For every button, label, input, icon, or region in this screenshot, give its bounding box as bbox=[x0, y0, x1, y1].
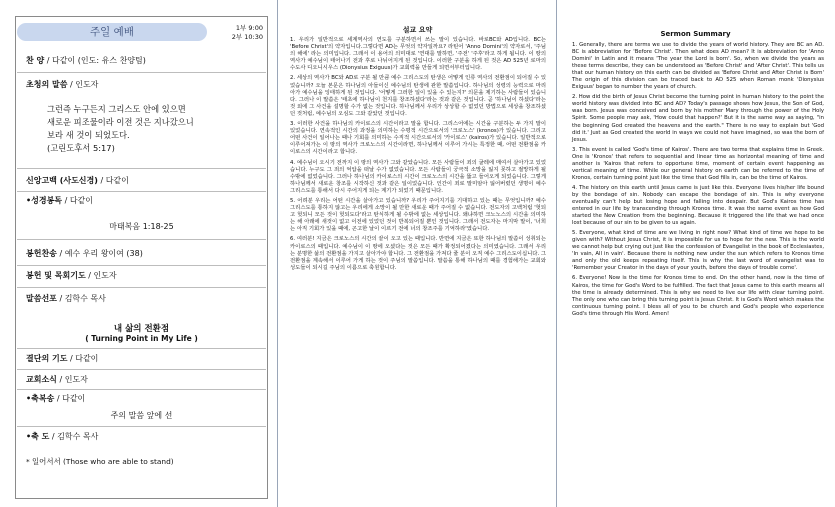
order-value: / 다같이 bbox=[69, 354, 99, 363]
bulletin-panel bbox=[0, 0, 277, 507]
summary-en-panel bbox=[556, 0, 835, 507]
divider bbox=[17, 369, 266, 370]
divider bbox=[17, 168, 266, 169]
order-label: •성경봉독 bbox=[26, 196, 63, 205]
order-offering-hymn bbox=[26, 249, 143, 259]
order-invitation bbox=[26, 80, 98, 90]
order-scripture bbox=[26, 196, 93, 206]
order-label: 초청의 말씀 bbox=[26, 80, 68, 89]
invitation-verse bbox=[47, 103, 194, 155]
divider bbox=[17, 348, 266, 349]
summary-en-paragraph: 4. The history on this earth until Jesus came is just like this. Everyone lives his/her life bound by the bondage of sin. Nobody can escape the bondage of sin. This is why everyone eventually can't help but losing hope and falling into despair. But God's Kairos time has entered in our life by transcending through Kronos time. It was the same event as how God started the New Creation from the beginning. Because it triggered the life that we had once lost because of our sin to be given to us again. bbox=[572, 184, 824, 227]
divider bbox=[17, 191, 266, 192]
summary-ko-paragraph: 4. 예수님이 오시기 전까지 이 땅의 역사가 그와 같았습니다. 모든 사람들이 죄의 굴레에 매여서 살아가고 있었습니다. 누구도 그 죄의 억압을 떠날 수가 없었습니다. 모든 사람들이 궁극적 소망을 잃지 못하고 절망하게 될 수밖에 없었습니다. 그러나 하나님의 카이로스의 시간이 크로노스의 시간을 뚫고 들어오게 되었습니다. 그렇게 하나님께서 새로운 창조를 시작하신 것과 같은 일이었습니다. 인간이 죄로 말미암아 잃어버렸던 생명이 예수 그리스도를 통해서 다시 주어지게 되는 계기가 되었기 때문입니다. bbox=[290, 159, 546, 194]
order-label: •축 도 bbox=[26, 432, 50, 441]
order-offering-prayer bbox=[26, 271, 117, 281]
divider bbox=[17, 426, 266, 427]
order-creed bbox=[26, 176, 129, 186]
order-value: / 다같이 bbox=[100, 176, 129, 185]
order-value: / 인도자 bbox=[59, 375, 88, 384]
order-benediction bbox=[26, 432, 98, 442]
sermon-title-en: ( Turning Point in My Life ) bbox=[85, 334, 198, 343]
order-closing-prayer bbox=[26, 354, 98, 364]
order-label: 봉헌찬송 bbox=[26, 249, 57, 258]
summary-en-paragraph: 3. This event is called 'God's time of Kairos'. There are two terms that explains time in Greek. One is 'Kronos' that refers to sequential and linear time as horizontal meaning of time and another is 'Kairos that refers to opportune time, moment of certain event happening as vertical meaning of time. While our general history on earth can be referred to the time of Kronos, certain turning point just like the time that God fills in, can be the time of Kairos. bbox=[572, 146, 824, 181]
summary-en-body bbox=[572, 42, 824, 318]
order-hymn bbox=[26, 56, 146, 66]
order-doxology bbox=[26, 394, 85, 404]
summary-en-paragraph: 5. Everyone, what kind of time are we living in right now? What kind of time we hope to be given with? Without Jesus Christ, it is impossible for us to hope for the new. This is the world we cannot help but crying out just like the confession of Evangelist in the book of Ecclesiastes, 'In vain, All in vain'. Because there is nothing new under the sun which refers to Kronos time and only the old keeps repeating itself. This is why the last word of evangelist was to 'Remember your Creator in the days of your youth, before the days of trouble come'. bbox=[572, 230, 824, 272]
order-label: 말씀선포 bbox=[26, 294, 57, 303]
stand-note: * 일어서서 (Those who are able to stand) bbox=[26, 457, 174, 466]
order-value: / 예수 우리 왕이여 (38) bbox=[59, 249, 143, 258]
divider bbox=[17, 239, 266, 240]
summary-en-title: Sermon Summary bbox=[660, 30, 731, 38]
order-value: / 다같이 bbox=[56, 394, 86, 403]
divider bbox=[17, 389, 266, 390]
summary-ko-paragraph: 6. 여러분! 지금은 크로노스의 시간의 끝이 오고 있는 때입니다. 반면에 지금은 또한 하나님의 말씀이 성취되는 카이로스의 때입니다. 예수님이 이 땅에 오셨다는 것은 모든 때가 확정되어졌다는 의미였습니다. 그래서 우리는 분명한 삶의 전환점을 가지고 살아가야 합니다. 그 전환점을 가져다 줄 분이 오직 예수 그리스도이십니다. 그 전환점을 계속해서 이루어 가게 하는 것이 주님의 말씀입니다. 말씀을 통해 하나님의 때를 경험해가는 교회와 성도들이 되시길 주님의 이름으로 축원합니다. bbox=[290, 236, 547, 271]
divider bbox=[17, 287, 266, 288]
order-value: / 김학수 목사 bbox=[59, 294, 106, 303]
bulletin-title: 주일 예배 bbox=[17, 23, 207, 41]
order-label: 교회소식 bbox=[26, 375, 57, 384]
order-sermon bbox=[26, 294, 106, 304]
column-divider bbox=[277, 0, 278, 507]
verse-reference: (고린도후서 5:17) bbox=[47, 143, 115, 153]
sermon-title-ko: 내 삶의 전환점 bbox=[113, 324, 170, 334]
order-label: 신앙고백 (사도신경) bbox=[26, 176, 98, 185]
summary-ko-title: 설교 요약 bbox=[402, 26, 433, 34]
order-value: / 다같이 bbox=[64, 196, 94, 205]
verse-line: 그런즉 누구든지 그리스도 안에 있으면 bbox=[47, 104, 186, 114]
summary-en-paragraph: 2. How did the birth of Jesus Christ become the turning point in human history to the point the world history was divided into BC and AD? Today's passage shows how Jesus, the Son of God, was born. Jesus was conceived and born by his mother Mary through the power of the Holy Spirit. Some people may ask, 'How could that happen?' But it is the same way as saying, "in the beginning God created the heavens and the earth." There is no way to explain but 'God did it.' Just as God created the world in ways we could not have imagined, so was the born of Jesus. bbox=[572, 94, 824, 143]
verse-line: 새로운 피조물이라 이전 것은 지나갔으니 bbox=[47, 117, 194, 127]
order-label: •축복송 bbox=[26, 394, 55, 403]
summary-en-paragraph: 6. Everyone! Now is the time for Kronos time to end. On the other hand, now is the time of Kairos, the time for God's Word to be fulfilled. The fact that Jesus came to this earth means all the time is already determined. This is why we need to live our life with clear turning point. The only one who can bring this turning point is Jesus Christ. It is God's Word which makes the continuous turning point. I bless all of you to be church and God's people who experience God's time through His Word. Amen! bbox=[572, 275, 824, 317]
divider bbox=[17, 72, 266, 73]
scripture-passage: 마태복음 1:18-25 bbox=[109, 222, 174, 231]
summary-en-paragraph: 1. Generally, there are terms we use to divide the years of world history. They are BC an AD. BC is abbreviation for 'Before Christ'. Then what does AD mean? It is abbreviation for 'Anno Domini' in Latin and it means 'The year the Lord is born'. So, when we divide the years as these terms describe, they can be understood as 'Before Christ' and 'After Christ'. This tells us that our human history on this earth can be divided as 'Before Christ and After Christ is Born' The origin of this division can be traced back to AD 525 when Roman monk 'Dionysius Exiguus' began to number the years of church. bbox=[572, 42, 824, 91]
order-label: 결단의 기도 bbox=[26, 354, 68, 363]
verse-line: 보라 새 것이 되었도다. bbox=[47, 130, 130, 140]
order-label: 봉헌 및 목회기도 bbox=[26, 271, 86, 280]
order-label: 찬 양 bbox=[26, 56, 45, 65]
service-time-1: 1부 9:00 bbox=[235, 24, 263, 32]
service-time-2: 2부 10:30 bbox=[231, 33, 263, 41]
order-value: / 김학수 목사 bbox=[51, 432, 99, 441]
order-value: / 인도자 bbox=[88, 271, 117, 280]
order-value: / 인도자 bbox=[69, 80, 99, 89]
order-announcements bbox=[26, 375, 88, 385]
response-song: 주의 말씀 앞에 선 bbox=[110, 411, 173, 420]
summary-ko-paragraph: 1. 우리가 일반적으로 세계역사의 연도를 구분하면서 쓰는 말이 있습니다. 바로BC와 AD입니다. BC는 'Before Christ'의 약자입니다.그렇다면 AD는 무엇의 약자일까요? 라틴어 'Anno Domini'의 약자로서, '주님의 해에' 라는 의미입니다. 그래서 이 용어의 의미대로 '연대를 말하면, '주전' '주후'라고 하게 됩니다. 이 땅의 역사가 예수님이 태어나기 전과 후로 나뉘어지게 된 것입니다. 이러한 구분을 하게 된 것은 AD 525년 로마의 수도사 디오니시우스 (Dionysius Exiguus)가 교회력을 만들게 되면서부터입니다. bbox=[290, 37, 546, 72]
order-value: / 다같이 (인도: 유스 찬양팀) bbox=[46, 56, 146, 65]
summary-ko-panel bbox=[281, 0, 554, 507]
summary-ko-body bbox=[290, 37, 546, 272]
summary-ko-paragraph: 2. 세상의 역사가 BC와 AD로 구분 될 만큼 예수 그리스도의 탄생은 어떻게 인류 역사의 전환점이 되어질 수 있었습니까? 오늘 본문은 하나님의 아들이신 예수님의 탄생에 관한 말씀입니다. 하나님의 성령의 능력으로 마리아가 예수님을 잉태하게 된 것입니다. '어떻게 그러한 일이 있을 수 있는지?' 의문을 제기하는 사람들이 있습니다. 그러나 이 말씀은 '태초에 하나님이 천지를 창조하셨다'라는 것과 같은 것입니다. 곧 '하나님이 하셨다'라는 것 외에 그 사건을 설명할 수가 없는 것입니다. 하나님께서 우리가 상상할 수 없었던 방법으로 세상을 창조하셨던 것처럼, 예수님의 오심도 그와 같았던 것입니다. bbox=[290, 75, 546, 117]
divider bbox=[17, 265, 266, 266]
summary-ko-paragraph: 5. 어려분 우리는 어떤 시간을 살아가고 있습니까? 우리가 주어지기를 기대하고 있는 때는 무엇입니까? 예수 그리스도를 통하지 않고는 우리에게 소망이 될 만한 새로운 때가 주어질 수 없습니다. 전도자의 고백처럼 '헛되고 헛되니 모든 것이 헛되도다'라고 탄식하게 될 수밖에 없는 세상입니다. 왜냐하면 크노노스의 시간을 의미하는 해 아래에 새것이 없고 이전에 있었던 것이 반복되어질 뿐인 것입니다. 그래서 전도자는 마지막 말이, '너희는 아직 기회가 있을 때에, 곤고한 날이 이르기 전에 너의 창조주를 기억하라'였습니다. bbox=[290, 197, 546, 233]
summary-ko-paragraph: 3. 이러한 사건을 하나님의 카이로스의 시간이라고 말을 합니다. 그리스어에는 시간을 구분하는 두 가지 말이 있었습니다. 연속적인 시간의 과정을 의미하는 수평적 시간으로서의 '크로노스' (kronos)가 있습니다. 그리고 어떤 사건이 일어나는 때나 기회를 의미하는 수직적 시간으로서의 '카이로스' (kairos)가 있습니다. 일반적으로 이루어져가는 이 땅의 역사가 크로노스의 시간이라면, 하나님께서 이루어 가시는 특정한 때, 어떤 전환점을 카이로스의 시간이라고 합니다. bbox=[290, 121, 546, 156]
